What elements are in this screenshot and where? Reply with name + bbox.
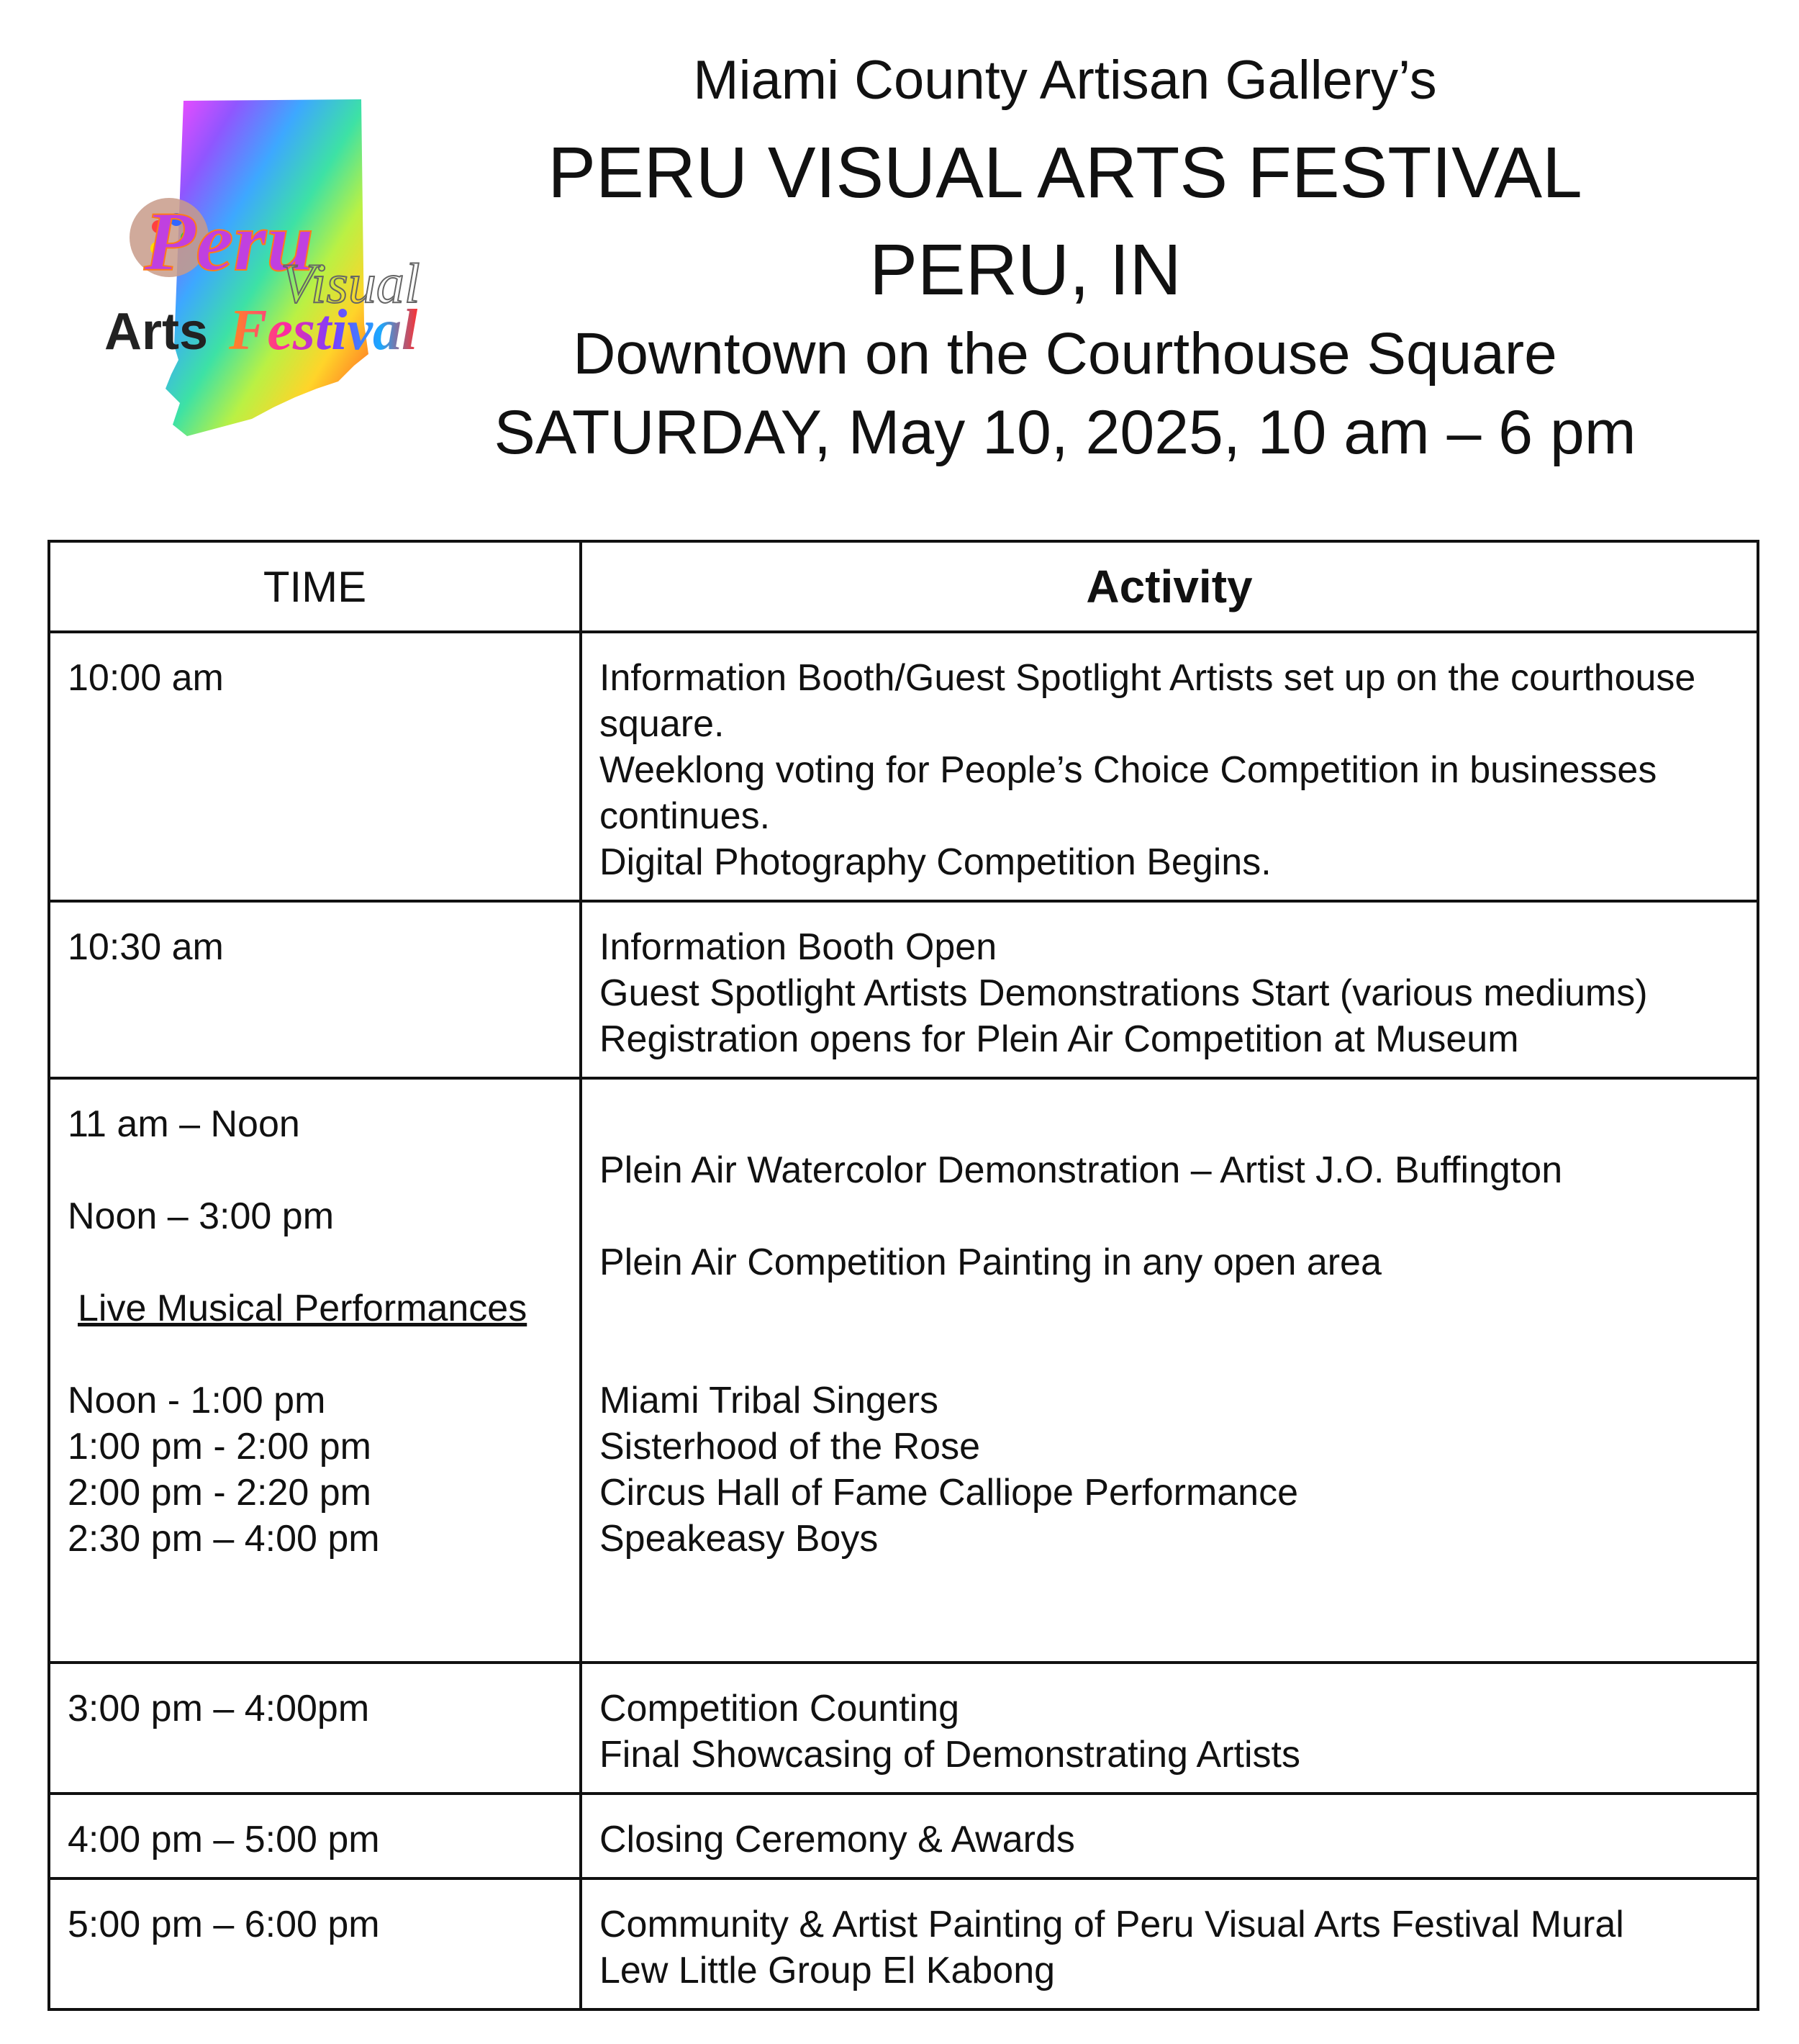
table-row bbox=[49, 901, 1758, 1078]
activity-cell: Plein Air Watercolor Demonstration – Artist J.O. Buffington Plein Air Competition Painting in any open area Miami Tribal Singers Sisterhood of the Rose Circus Hall of Fame Calliope Performance Speakeasy Boys bbox=[599, 1149, 1563, 1560]
table-row bbox=[49, 1878, 1758, 2009]
table-row bbox=[49, 1078, 1758, 1663]
table-row bbox=[49, 632, 1758, 901]
logo-word-peru: Peru bbox=[144, 194, 314, 289]
live-music-heading: Live Musical Performances bbox=[78, 1288, 527, 1329]
time-cell: 10:00 am bbox=[68, 657, 224, 699]
festival-city: PERU, IN bbox=[869, 230, 1182, 310]
festival-date: SATURDAY, May 10, 2025, 10 am – 6 pm bbox=[494, 398, 1636, 467]
activity-cell: Competition Counting Final Showcasing of Demonstrating Artists bbox=[599, 1688, 1300, 1776]
time-cell: 10:30 am bbox=[68, 926, 224, 968]
gallery-name: Miami County Artisan Gallery’s bbox=[693, 50, 1437, 111]
festival-title: PERU VISUAL ARTS FESTIVAL bbox=[548, 132, 1582, 213]
schedule-table bbox=[47, 540, 1759, 2011]
logo-word-festival: Festival bbox=[229, 299, 418, 362]
table-row bbox=[49, 1794, 1758, 1878]
time-cell: 3:00 pm – 4:00pm bbox=[68, 1688, 370, 1729]
time-cell: 11 am – Noon Noon – 3:00 pm Live Musical Performances Noon - 1:00 pm 1:00 pm - 2:00 pm 2:00 pm - 2:20 pm 2:30 pm – 4:00 pm bbox=[50, 1080, 579, 1576]
table-header-row bbox=[49, 541, 1758, 632]
activity-column-header: Activity bbox=[581, 541, 1758, 632]
festival-location: Downtown on the Courthouse Square bbox=[573, 321, 1557, 386]
table-row bbox=[49, 1663, 1758, 1794]
activity-cell: Closing Ceremony & Awards bbox=[599, 1819, 1075, 1860]
time-column-header: TIME bbox=[49, 541, 581, 632]
logo-word-visual: Visual bbox=[281, 252, 420, 315]
time-cell: 4:00 pm – 5:00 pm bbox=[68, 1819, 380, 1860]
time-cell: 5:00 pm – 6:00 pm bbox=[68, 1904, 380, 1945]
logo-word-arts: Arts bbox=[104, 303, 209, 361]
activity-cell: Information Booth/Guest Spotlight Artists set up on the courthouse square. Weeklong voting for People’s Choice Competition in businesses continues. Digital Photography Competition Begins. bbox=[599, 657, 1696, 883]
activity-cell: Information Booth Open Guest Spotlight Artists Demonstrations Start (various mediums) Registration opens for Plein Air Competition at Museum bbox=[599, 926, 1648, 1060]
activity-cell: Community & Artist Painting of Peru Visual Arts Festival Mural Lew Little Group El Kabong bbox=[599, 1904, 1624, 1991]
